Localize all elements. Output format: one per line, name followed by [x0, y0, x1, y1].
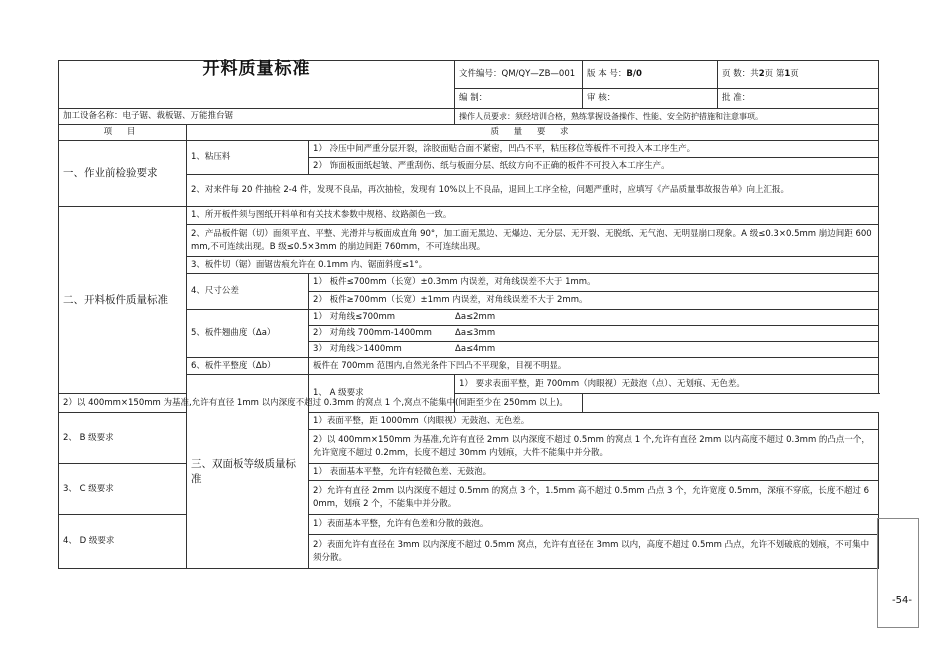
version-label: 版 本 号： — [587, 69, 627, 79]
version-cell — [583, 61, 718, 89]
warpage-rule-2 — [309, 326, 879, 342]
grade-c-rule-1: 1） 表面基本平整，允许有轻微色差、无鼓泡。 — [309, 464, 879, 481]
warpage-rule-2-diagonal: 2） 对角线 700mm-1400mm — [313, 328, 432, 338]
version-value: B/0 — [626, 69, 642, 79]
section-cutting-standard: 二、开料板件质量标准 — [59, 207, 187, 394]
warpage-rule-2-limit: Δa≤3mm — [455, 328, 496, 338]
operator-requirements: 操作人员要求：须经培训合格，熟练掌握设备操作、性能、安全防护措施和注意事项。 — [455, 109, 879, 125]
cutting-item-3: 3、板件切（锯）面锯齿痕允许在 0.1mm 内、锯面斜度≤1°。 — [187, 257, 879, 274]
page-number: -54- — [892, 595, 912, 606]
size-tolerance-rule-1: 1） 板件≤700mm（长宽）±0.3mm 内误差，对角线误差不大于 1mm。 — [309, 274, 879, 292]
flatness-item: 6、板件平整度（Δb） — [187, 358, 309, 375]
col-header-item: 项 目 — [59, 125, 187, 141]
grade-c-item: 3、 C 级要求 — [59, 464, 187, 515]
pre-inspection-rule-1: 1） 冷压中间严重分层开裂，涂胶面贴合面不紧密，凹凸不平，粘压移位等板件不可投入本工序生产。 — [309, 141, 879, 158]
page-info — [718, 61, 879, 89]
grade-a-rule-2: 2）以 400mm×150mm 为基准,允许有直径 1mm 以内深度不超过 0.3mm 的窝点 1 个,窝点不能集中(间距至少在 250mm 以上)。 — [59, 394, 583, 413]
warpage-rule-1-diagonal: 1） 对角线≤700mm — [313, 312, 396, 322]
quality-standard-sheet — [58, 60, 878, 569]
grade-c-rule-2: 2）允许有直径 2mm 以内深度不超过 0.5mm 的窝点 3 个，1.5mm 高不超过 0.5mm 凸点 3 个，允许宽度 0.5mm，深痕不穿底，长度不超过 60mm，划痕 2 个，不能集中并分散。 — [309, 481, 879, 515]
compile-field: 编 制： — [455, 89, 583, 109]
warpage-rule-3 — [309, 342, 879, 358]
warpage-rule-3-diagonal: 3） 对角线＞1400mm — [313, 344, 402, 354]
approve-field: 批 准： — [718, 89, 879, 109]
review-field: 审 核： — [583, 89, 718, 109]
grade-b-item: 2、 B 级要求 — [59, 413, 187, 464]
page-info-label: 页 数：共 — [722, 69, 759, 79]
page-total: 2 — [758, 69, 765, 79]
flatness-rule: 板件在 700mm 范围内,自然光条件下凹凸不平现象，目视不明显。 — [309, 358, 879, 375]
section-pre-inspection: 一、作业前检验要求 — [59, 141, 187, 207]
page-info-mid: 页 第 — [764, 69, 785, 79]
pre-inspection-rule-2: 2） 饰面板面纸起皱、严重刮伤、纸与板面分层、纸纹方向不正确的板件不可投入本工序生产。 — [309, 158, 879, 175]
cutting-item-2: 2、产品板件锯（切）面须平直、平整、光滑并与板面成直角 90°，加工面无黑边、无爆边、无分层、无开裂、无脱纸、无气泡、无明显崩口现象。A 级≤0.3×0.5mm 崩边间距 600mm,不可连续出现。B 级≤0.5×3mm 的崩边间距 760mm，不可连续出现。 — [187, 225, 879, 257]
page-current: 1 — [784, 69, 791, 79]
grade-d-rule-2: 2）表面允许有直径在 3mm 以内深度不超过 0.5mm 窝点，允许有直径在 3mm 以内，高度不超过 0.5mm 凸点，允许不划破底的划痕，不可集中须分散。 — [309, 535, 879, 569]
equipment-names: 加工设备名称：电子锯、裁板锯、万能推台锯 — [59, 109, 455, 125]
section-double-sided-grade: 三、双面板等级质量标准 — [187, 375, 309, 569]
warpage-rule-1-limit: Δa≤2mm — [455, 312, 496, 322]
pre-inspection-item-1: 1、粘压料 — [187, 141, 309, 175]
grade-a-rule-1: 1） 要求表面平整，距 700mm（肉眼视）无鼓泡（点）、无划痕、无色差。 — [455, 375, 879, 394]
grade-d-rule-1: 1）表面基本平整，允许有色差和分散的鼓泡。 — [309, 515, 879, 535]
quality-standard-table — [58, 60, 879, 569]
pre-inspection-item-2: 2、对来件每 20 件抽检 2-4 件，发现不良品，再次抽检，发现有 10%以上不良品，退回上工序全检，问题严重时，应填写《产品质量事故报告单》向上汇报。 — [187, 175, 879, 207]
grade-b-rule-1: 1）表面平整，距 1000mm（肉眼视）无鼓泡、无色差。 — [309, 413, 879, 430]
grade-a-item: 1、 A 级要求 — [309, 375, 455, 413]
col-header-requirements: 质 量 要 求 — [187, 125, 879, 141]
document-title: 开料质量标准 — [59, 61, 455, 109]
cutting-item-1: 1、所开板件须与图纸开料单和有关技术参数中规格、纹路颜色一致。 — [187, 207, 879, 225]
warpage-rule-3-limit: Δa≤4mm — [455, 344, 496, 354]
doc-number: 文件编号：QM/QY—ZB—001 — [455, 61, 583, 89]
page-number-box — [877, 518, 919, 628]
warpage-rule-1 — [309, 310, 879, 326]
size-tolerance-rule-2: 2） 板件≥700mm（长宽）±1mm 内误差，对角线误差不大于 2mm。 — [309, 292, 879, 310]
grade-d-item: 4、 D 级要求 — [59, 515, 187, 569]
warpage-item: 5、板件翘曲度（Δa） — [187, 310, 309, 358]
grade-b-rule-2: 2）以 400mm×150mm 为基准,允许有直径 2mm 以内深度不超过 0.5mm 的窝点 1 个,允许有直径 2mm 以内高度不超过 0.3mm 的凸点一个，允许宽度不超过 0.2mm，长度不超过 30mm 内划痕，大件不能集中并分散。 — [309, 430, 879, 464]
page-info-end: 页 — [790, 69, 799, 79]
size-tolerance-item: 4、尺寸公差 — [187, 274, 309, 310]
